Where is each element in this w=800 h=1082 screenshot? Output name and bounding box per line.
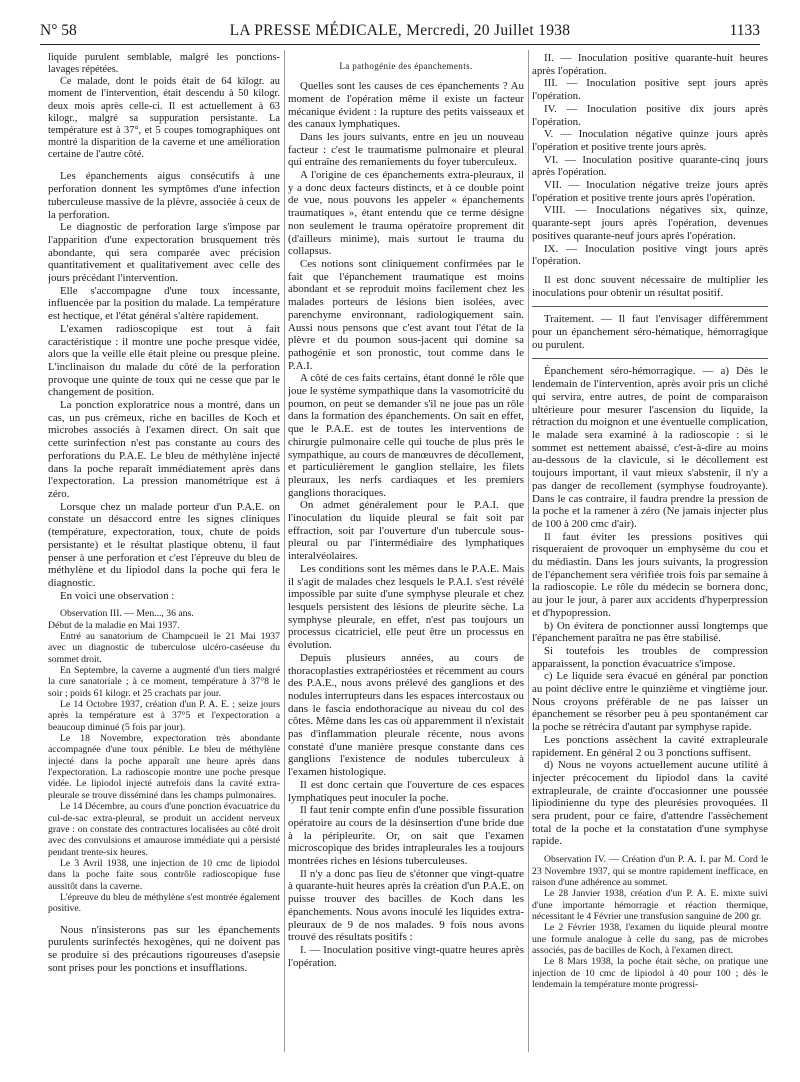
paragraph: Épanchement séro-hémorragique. — a) Dès le lendemain de l'intervention, après avoir pris un cliché qui servira, entre autres, de point de comparaison ultérieure pour mesurer l'ascension du liquide, la rétraction du moignon et une éventuelle complication, le malade sera examiné à la radioscopie : si le sommet est nettement abaissé, c'est-à-dire au moins au-dessous de la clavicule, si le décollement est toujours important, il vaut mieux s'abstenir, il n'y a pas danger de recollement (symphyse foudroyante). Dans le cas contraire, il faudra prendre la pression de la poche et la ramener à zéro (Ne jamais injecter plus de 100 à 200 cmc d'air). (532, 365, 768, 530)
paragraph: Lorsque chez un malade porteur d'un P.A.E. on constate un désaccord entre les signes cliniques (température, expectoration, toux, chute de poids persistante) et le résultat plastique obtenu, il faut penser à une perforation et c'est l'épreuve du bleu de méthylène et du lipiodol dans la poche qui fera le diagnostic. (48, 500, 280, 589)
paragraph: Le diagnostic de perforation large s'impose par l'apparition d'une expectoration brusquement très abondante, qui sera comparée avec précision quantitativement et qualitativement avec celle des jours précédant l'intervention. (48, 221, 280, 285)
inoculation-item: I. — Inoculation positive vingt-quatre heures après l'opération. (288, 943, 524, 969)
section-rule (532, 358, 768, 359)
paragraph: Il faut tenir compte enfin d'une possible fissuration opératoire au cours de la désinsertion d'une bride due à la péripleurite. Or, on sait que l'examen microscopique des brides intrapleurales les a toujours montrées riches en lésions tuberculeuses. (288, 804, 524, 868)
publication-title: LA PRESSE MÉDICALE, Mercredi, 20 Juillet 1938 (229, 22, 571, 39)
inoculation-item: VII. — Inoculation négative treize jours après l'opération et positive trente jours après l'opération. (532, 179, 768, 204)
treatment-heading: Traitement. — Il faut l'envisager différemment pour un épanchement séro-hématique, hémorragique ou purulent. (532, 313, 768, 351)
paragraph: Si toutefois les troubles de compression apparaissent, la ponction évacuatrice s'impose. (532, 644, 768, 670)
inoculation-item: III. — Inoculation positive sept jours après l'opération. (532, 77, 768, 103)
section-heading: La pathogénie des épanchements. (339, 61, 473, 71)
observation-text: Le 3 Avril 1938, une injection de 10 cmc de lipiodol dans la poche faite sous contrôle radioscopique fuse aussitôt dans la caverne. (48, 857, 280, 892)
paragraph: liquide purulent semblable, malgré les ponctions-lavages répétées. (48, 52, 280, 76)
inoculation-item: IX. — Inoculation positive vingt jours après l'opération. (532, 242, 768, 268)
observation-text: L'épreuve du bleu de méthylène s'est montrée également positive. (48, 891, 280, 915)
paragraph: La ponction exploratrice nous a montré, dans un cas, un pus crémeux, riche en bacilles de Koch et microbes associés à l'examen direct. On sait que cette surinfection n'est pas constante au cours des perforations du P.A.E. Le bleu de méthylène injecté dans la poche reparaît immédiatement après dans l'expectoration. La pression manométrique est à zéro. (48, 399, 280, 500)
page-header (40, 22, 760, 42)
observation-heading: Observation III. — Men..., 36 ans. (60, 608, 194, 620)
inoculation-item: V. — Inoculation négative quinze jours après l'opération et positive trente jours après. (532, 128, 768, 153)
observation-text: Le 18 Novembre, expectoration très abondante accompagnée d'une toux pénible. Le bleu de méthylène injecté dans la poche apparaît une heure après dans l'expectoration. La radioscopie montre une poche presque vidée. Le lipiodol injecté autrefois dans la cavité extra-pleurale se trouve disséminé dans les champs pulmonaires. (48, 733, 280, 801)
paragraph: Il faut éviter les pressions positives qui risqueraient de provoquer un emphysème du cou et du médiastin. Dans les jours suivants, la progression de l'épanchement sera vérifiée trois fois par semaine à la radioscopie. Le rôle du médecin se bornera donc, au jour le jour, à parer aux accidents d'hyperpression et d'hypopression. (532, 530, 768, 619)
paragraph: Elle s'accompagne d'une toux incessante, influencée par la position du malade. La température est hectique, et l'état général s'altère rapidement. (48, 284, 280, 323)
issue-number: N° 58 (40, 22, 77, 39)
page-number: 1133 (729, 22, 760, 39)
paragraph: Il est donc souvent nécessaire de multiplier les inoculations pour obtenir un résultat positif. (532, 273, 768, 299)
observation-text: En Septembre, la caverne a augmenté d'un tiers malgré la cure sanatoriale ; à ce moment, température à 37°8 le soir ; poids 61 kilogr. et 25 crachats par jour. (48, 665, 280, 699)
inoculation-item: II. — Inoculation positive quarante-huit heures après l'opération. (532, 52, 768, 77)
column-left (48, 52, 280, 1054)
paragraph: c) Le liquide sera évacué en général par ponction au point déclive entre le quinzième et vingtième jour. Nous croyons préférable de ne pas laisser un épanchement se résorber peu à peu spontanément car la poche se rétrécira d'autant par symphyse rapide. (532, 670, 768, 734)
observation-heading: Observation IV. — Création d'un P. A. I. par M. Cord le 23 Novembre 1937, qui se montre rapidement inefficace, en raison d'une adhérence au sommet. (532, 854, 768, 888)
paragraph: Les conditions sont les mêmes dans le P.A.E. Mais il s'agit de malades chez lesquels le P.A.I. s'est révélé impossible par suite d'une symphyse pleurale et chez lesquels persistent des lésions de pleurite sèche. La symphyse pleurale, en effet, n'est pas toujours un processus cicatriciel, elle peut être un processus en évolution. (288, 562, 524, 652)
paragraph: A côté de ces faits certains, étant donné le rôle que joue le système sympathique dans la vasomotricité du poumon, on peut se demander s'il ne joue pas un rôle dans la formation des épanchements. On sait en effet, que le P.A.E. est de toutes les interventions de chirurgie pulmonaire celle qui touche de plus près le sympathique, au cours de manœuvres de décollement, et particulièrement le ganglion stellaire, les filets pleuraux, les nerfs cardiaques et les premiers ganglions thoraciques. (288, 372, 524, 499)
inoculation-item: VIII. — Inoculations négatives six, quinze, quarante-sept jours après l'opération, devenues positives quarante-neuf jours après l'opération. (532, 204, 768, 242)
paragraph: d) Nous ne voyons actuellement aucune utilité à injecter précocement du lipiodol dans la cavité extrapleurale, de crainte d'occasionner une poussée lipiodinienne du type des pleurésies provoquées. Il sera prudent, pour ce faire, d'attendre l'assèchement total de la poche et la constatation d'une symphyse rapide. (532, 759, 768, 848)
observation-text: Entré au sanatorium de Champcueil le 21 Mai 1937 avec un diagnostic de tuberculose ulcéro-caséeuse du sommet droit. (48, 631, 280, 665)
paragraph: Depuis plusieurs années, au cours de thoracoplasties extrapériostées et récemment au cours des P.A.E., nous avons prélevé des ganglions et des nodules interrupteurs dans les espaces intercostaux ou dans le fascia endothoracique au niveau du col des côtes. Même dans les cas où apparemment il n'existait pas d'inflammation pleurale récente, nous avons constaté d'une manière presque constante dans ces ganglions l'existence de nodules tuberculeux à l'examen histologique. (288, 651, 524, 779)
observation-text: Le 2 Février 1938, l'examen du liquide pleural montre une formule analogue à celle du sang, pas de microbes associés, pas de bacilles de Koch, à l'examen direct. (532, 922, 768, 956)
observation-text: Le 14 Octobre 1937, création d'un P. A. E. ; seize jours après la température est à 37°5 et l'expectoration a beaucoup diminué (5 fois par jour). (48, 699, 280, 733)
paragraph: Nous n'insisterons pas sur les épanchements purulents surinfectés hexogènes, qui ne doivent pas se produire si des précautions rigoureuses d'asepsie sont prises pour les ponctions et insufflations. (48, 923, 280, 974)
header-rule (40, 44, 760, 45)
column-divider (528, 50, 529, 1052)
observation-text: Le 28 Janvier 1938, création d'un P. A. E. mixte suivi d'une importante hémorragie et réaction thermique, nécessitant le 4 Février une transfusion sanguine de 200 gr. (532, 888, 768, 922)
paragraph: En voici une observation : (60, 589, 175, 602)
column-middle (288, 52, 524, 1054)
paragraph: Ce malade, dont le poids était de 64 kilogr. au moment de l'intervention, était descendu à 50 kilogr. deux mois après celle-ci. Il est actuellement à 63 kilogr., malgré sa suppuration persistante. La température est à 37°, et 5 coupes tomographiques ont montré la disparition de la caverne et une amélioration certaine de l'autre côté. (48, 76, 280, 161)
observation-text: Le 14 Décembre, au cours d'une ponction évacuatrice du cul-de-sac extra-pleural, se produit un accident nerveux grave : on constate des contractures localisées au côté droit avec des convulsions et amaurose immédiate qui a persisté pendant trente-six heures. (48, 801, 280, 858)
paragraph: Ces notions sont cliniquement confirmées par le fait que l'épanchement traumatique est moins abondant et se reproduit moins facilement chez les malades porteurs de lésions bien isolées, avec parenchyme environnant, radiologiquement sain. Aussi nous pensons que c'est avant tout l'état de la plèvre et du poumon sous-jacent qui domine sa pathogénie et son pronostic, tout comme dans le P.A.I. (288, 258, 524, 372)
observation-text: Début de la maladie en Mai 1937. (48, 619, 180, 631)
observation-text: Le 8 Mars 1938, la poche était sèche, on pratique une injection de 10 cmc de lipiodol à 40 pour 100 ; dès le lendemain la température monte progressi- (532, 956, 768, 990)
paragraph: Quelles sont les causes de ces épanchements ? Au moment de l'opération même il existe un facteur mécanique évident : la rupture des petits vaisseaux et des canaux lymphatiques. (288, 80, 524, 131)
paragraph: L'examen radioscopique est tout à fait caractéristique : il montre une poche presque vidée, alors que la veille elle était pleine ou presque pleine. L'inclinaison du malade du côté de la perforation provoque une quinte de toux qui ne cesse que par le changement de position. (48, 322, 280, 399)
paragraph: A l'origine de ces épanchements extra-pleuraux, il y a donc deux facteurs distincts, et à ce double point de vue, nous pouvons les appeler « épanchements traumatiques », étant entendu que ce terme désigne non seulement le trauma opératoire proprement dit (d'ailleurs minime), mais surtout le trauma du collapsus. (288, 169, 524, 258)
paragraph: Il n'y a donc pas lieu de s'étonner que vingt-quatre à quarante-huit heures après la création d'un P.A.E. on puisse trouver des bacilles de Koch dans les épanchements. Nous avons inoculé les liquides extra-pleuraux de 9 de nos malades. 9 fois nous avons trouvé des résultats positifs : (288, 867, 524, 944)
inoculation-item: IV. — Inoculation positive dix jours après l'opération. (532, 102, 768, 128)
paragraph: Les épanchements aigus consécutifs à une perforation donnent les symptômes d'une infection tuberculeuse massive de la plèvre, associée à ceux de la perforation. (48, 170, 280, 221)
section-rule (532, 306, 768, 307)
paragraph: Il est donc certain que l'ouverture de ces espaces lymphatiques peut inoculer la poche. (288, 778, 524, 804)
inoculation-item: VI. — Inoculation positive quarante-cinq jours après l'opération. (532, 153, 768, 179)
column-right (532, 52, 768, 1054)
paragraph: Dans les jours suivants, entre en jeu un nouveau facteur : c'est le traumatisme pulmonaire et pleural qui entraîne des remaniements du foyer tuberculeux. (288, 130, 524, 169)
paragraph: On admet généralement pour le P.A.I. que l'inoculation du liquide pleural se fait soit par effraction, soit par l'ouverture d'un tubercule sous-pleural ou par l'intermédiaire des lymphatiques interalvéolaires. (288, 499, 524, 563)
paragraph: b) On évitera de ponctionner aussi longtemps que l'épanchement paraîtra ne pas être stabilisé. (532, 619, 768, 645)
paragraph: Les ponctions assèchent la cavité extrapleurale rapidement. En général 2 ou 3 ponctions suffisent. (532, 733, 768, 759)
column-divider (284, 50, 285, 1052)
